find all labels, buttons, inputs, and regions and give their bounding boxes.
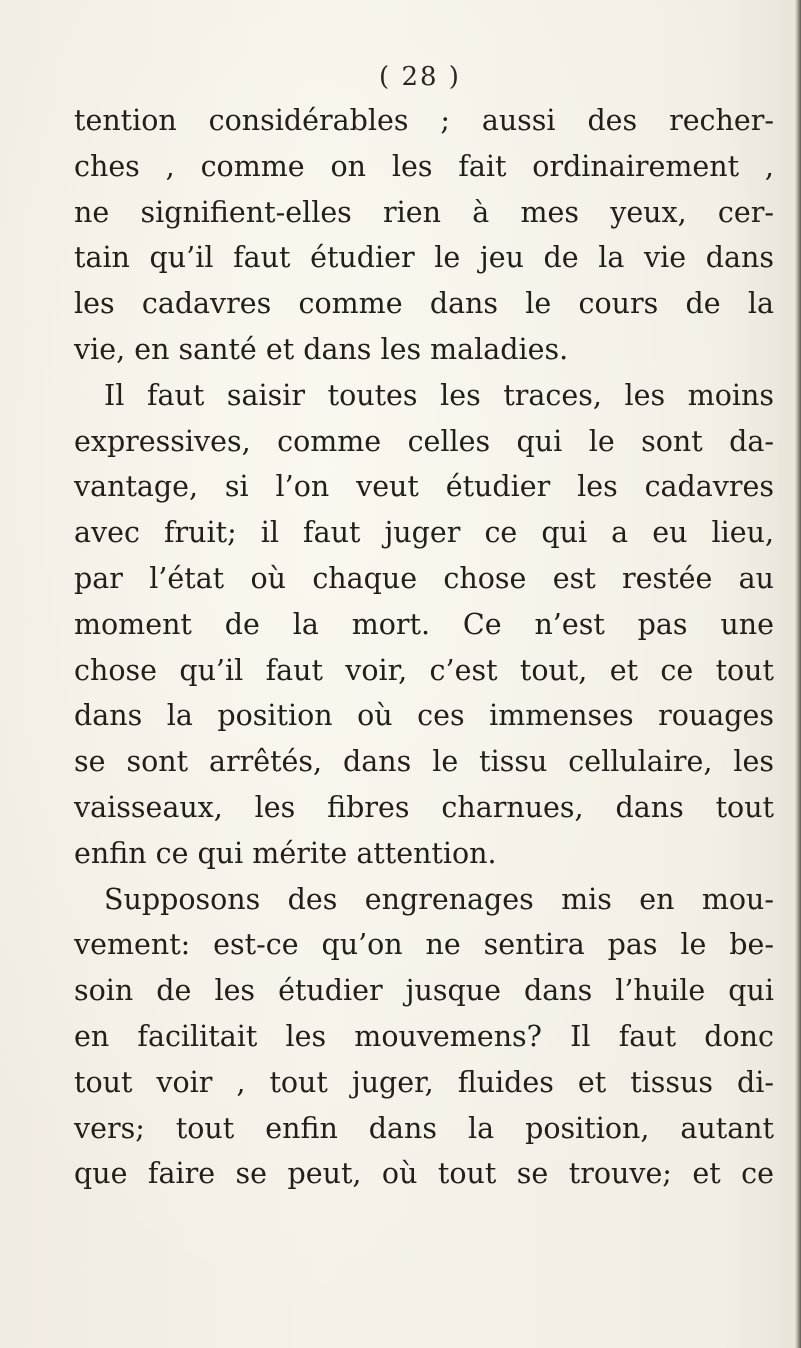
text-line: vantage, si l’on veut étudier les cadavres [74,470,774,504]
text-line: tention considérables ; aussi des recher- [74,104,774,137]
text-line: vers; tout enfin dans la position, autant [74,1111,774,1145]
text-line: avec fruit; il faut juger ce qui a eu lieu, [74,516,774,550]
text-line: vaisseaux, les fibres charnues, dans tout [74,790,774,824]
text-line: moment de la mort. Ce n’est pas une [74,607,774,641]
text-line: vie, en santé et dans les maladies. [74,332,569,366]
text-line: chose qu’il faut voir, c’est tout, et ce tout [74,653,774,687]
page-edge-shadow [795,0,801,1348]
page-body-text [74,98,774,1197]
text-line: ches , comme on les fait ordinairement , [74,149,774,183]
text-line: enfin ce qui mérite attention. [74,836,497,870]
page-number: ( 28 ) [379,62,461,92]
text-line: en facilitait les mouvemens? Il faut donc [74,1019,774,1053]
text-line: soin de les étudier jusque dans l’huile qui [74,974,774,1008]
text-line: Supposons des engrenages mis en mou- [104,882,774,916]
text-line: tain qu’il faut étudier le jeu de la vie dans [74,241,774,275]
text-line: les cadavres comme dans le cours de la [74,287,774,321]
text-line: tout voir , tout juger, fluides et tissus di- [74,1065,774,1099]
text-line: que faire se peut, où tout se trouve; et ce [74,1157,774,1191]
text-line: par l’état où chaque chose est restée au [74,561,774,595]
text-line: vement: est-ce qu’on ne sentira pas le be- [74,928,774,962]
text-line: expressives, comme celles qui le sont da- [74,424,774,458]
text-line: Il faut saisir toutes les traces, les moins [104,378,774,412]
text-line: dans la position où ces immenses rouages [74,699,774,733]
text-line: ne signifient-elles rien à mes yeux, cer- [74,195,774,229]
text-line: se sont arrêtés, dans le tissu cellulaire, les [74,745,774,779]
